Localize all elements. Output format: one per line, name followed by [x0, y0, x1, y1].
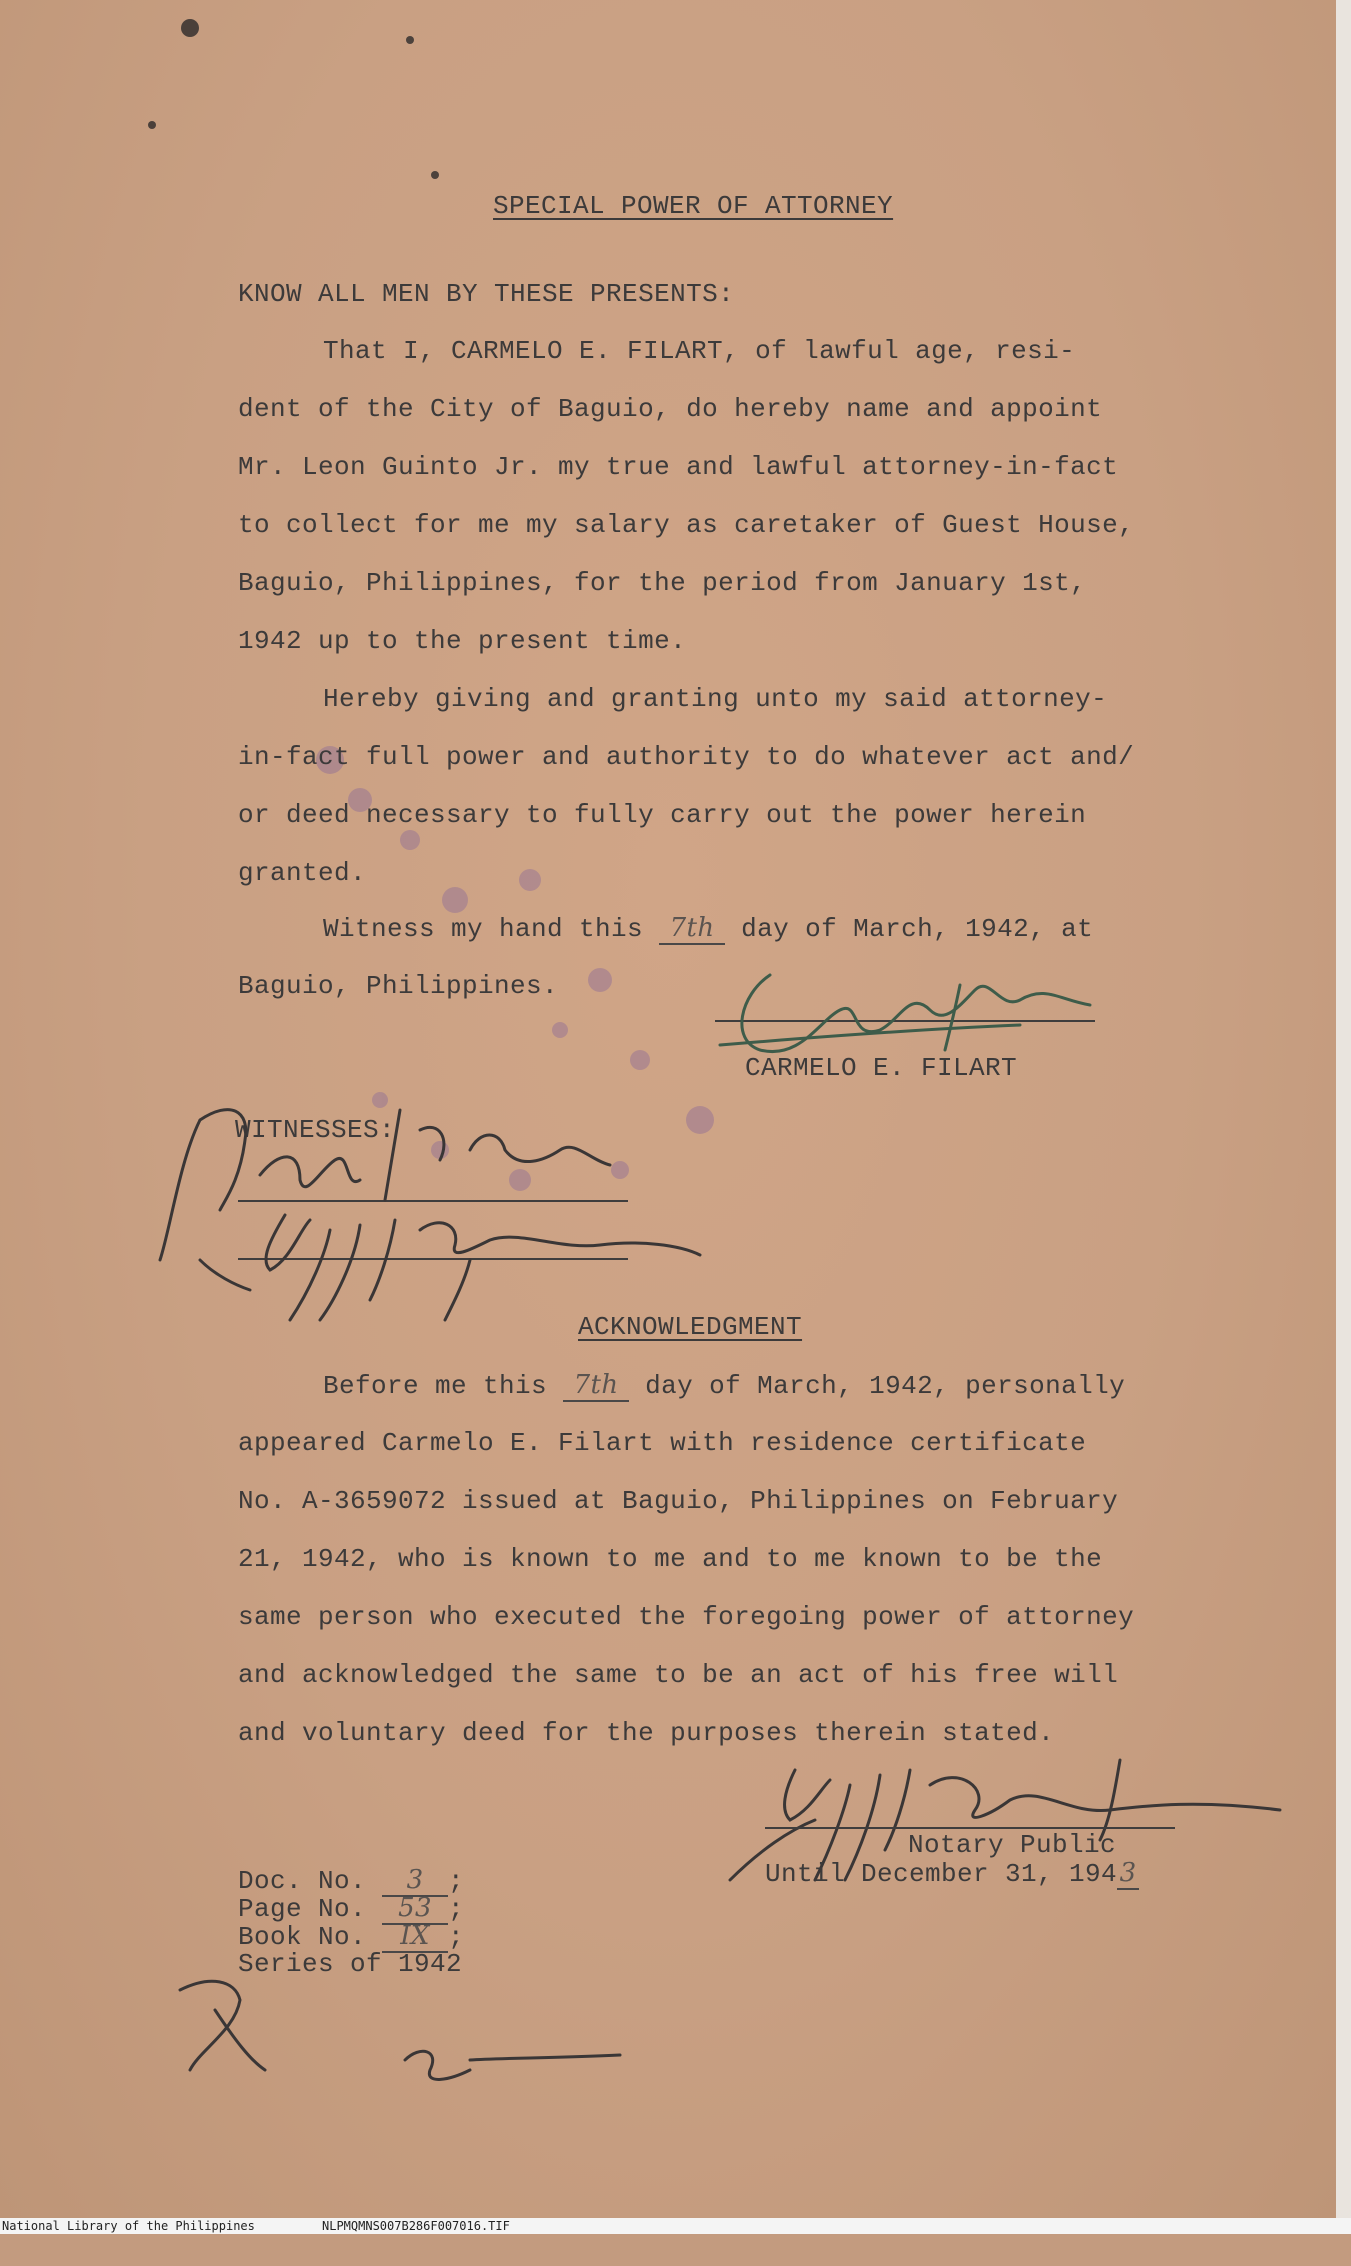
notary-signature-line — [765, 1827, 1175, 1829]
witnesses-label: WITNESSES: — [235, 1115, 396, 1145]
body-line: 1942 up to the present time. — [238, 626, 687, 656]
scan-footer — [0, 2218, 1351, 2234]
docket-page-label: Page No. — [238, 1894, 367, 1924]
witness-prefix: Witness my hand this — [323, 914, 644, 944]
footer-archive: National Library of the Philippines — [2, 2219, 255, 2233]
body-line: in-fact full power and authority to do whatever act and/ — [238, 742, 1135, 772]
notary-until-year-fill: 3 — [1117, 1858, 1139, 1890]
body-line: or deed necessary to fully carry out the power herein — [238, 800, 1087, 830]
page-edge — [1336, 0, 1351, 2218]
acknowledgment-line: and acknowledged the same to be an act of his free will — [238, 1660, 1119, 1690]
body-line: Mr. Leon Guinto Jr. my true and lawful attorney-in-fact — [238, 452, 1119, 482]
witness-line — [323, 913, 1093, 945]
witness-day-fill: 7th — [659, 913, 725, 945]
acknowledgment-title: ACKNOWLEDGMENT — [578, 1312, 803, 1342]
acknowledgment-suffix: day of March, 1942, personally — [645, 1371, 1126, 1401]
acknowledgment-intro — [323, 1370, 1125, 1402]
docket-book: Book No. IX ; — [238, 1921, 465, 1952]
notary-until-text: Until December 31, 194 — [765, 1859, 1118, 1889]
docket-series: Series of 1942 — [238, 1949, 463, 1979]
acknowledgment-line: No. A-3659072 issued at Baguio, Philippines on February — [238, 1486, 1119, 1516]
docket-book-value: IX — [382, 1921, 448, 1953]
principal-signature-line — [715, 1020, 1095, 1022]
witness-place: Baguio, Philippines. — [238, 971, 559, 1001]
body-line: Baguio, Philippines, for the period from January 1st, — [238, 568, 1087, 598]
body-line: Hereby giving and granting unto my said attorney- — [323, 684, 1108, 714]
body-line: dent of the City of Baguio, do hereby name and appoint — [238, 394, 1103, 424]
docket-page-value: 53 — [382, 1893, 448, 1925]
acknowledgment-line: appeared Carmelo E. Filart with residence certificate — [238, 1428, 1087, 1458]
salutation: KNOW ALL MEN BY THESE PRESENTS: — [238, 279, 735, 309]
docket-doc-label: Doc. No. — [238, 1866, 367, 1896]
docket-doc: Doc. No. 3 ; — [238, 1865, 465, 1896]
body-line: granted. — [238, 858, 367, 888]
docket-book-label: Book No. — [238, 1922, 367, 1952]
principal-name: CARMELO E. FILART — [745, 1053, 1018, 1083]
notary-title: Notary Public — [908, 1830, 1117, 1860]
witness-suffix: day of March, 1942, at — [741, 914, 1094, 944]
acknowledgment-prefix: Before me this — [323, 1371, 548, 1401]
body-line: to collect for me my salary as caretaker of Guest House, — [238, 510, 1135, 540]
acknowledgment-line: and voluntary deed for the purposes therein stated. — [238, 1718, 1055, 1748]
notary-until — [765, 1858, 1139, 1890]
docket-doc-value: 3 — [382, 1865, 448, 1897]
body-line: That I, CARMELO E. FILART, of lawful age, resi- — [323, 336, 1076, 366]
acknowledgment-line: 21, 1942, who is known to me and to me known to be the — [238, 1544, 1103, 1574]
witness-signature-line-1 — [238, 1200, 628, 1202]
witness-signature-line-2 — [238, 1258, 628, 1260]
acknowledgment-day-fill: 7th — [563, 1370, 629, 1402]
docket-page: Page No. 53 ; — [238, 1893, 465, 1924]
acknowledgment-line: same person who executed the foregoing power of attorney — [238, 1602, 1135, 1632]
document-title: SPECIAL POWER OF ATTORNEY — [493, 191, 894, 221]
footer-file-id: NLPMQMNS007B286F007016.TIF — [322, 2219, 510, 2233]
